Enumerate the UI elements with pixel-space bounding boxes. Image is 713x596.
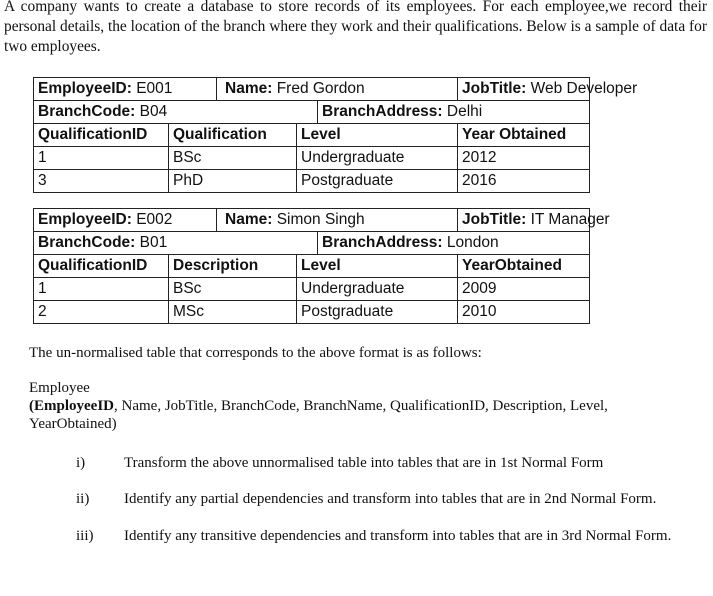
branch-code-cell: BranchCode: B01 xyxy=(34,232,318,255)
table-cell: Postgraduate xyxy=(297,301,458,324)
table-cell: 2010 xyxy=(458,301,590,324)
column-header: Level xyxy=(297,255,458,278)
question-number: i) xyxy=(76,455,86,471)
employee-id-cell: EmployeeID: E002 xyxy=(34,209,217,232)
column-header: QualificationID xyxy=(34,255,169,278)
question-number: iii) xyxy=(76,528,94,544)
table-cell: Undergraduate xyxy=(297,147,458,170)
relation-definition xyxy=(29,379,669,433)
table-cell: MSc xyxy=(169,301,297,324)
table-row xyxy=(34,301,590,324)
unnormalised-intro: The un-normalised table that corresponds to the above format is as follows: xyxy=(29,345,482,361)
table-cell: 2009 xyxy=(458,278,590,301)
question-number: ii) xyxy=(76,491,90,507)
employee-jobtitle-cell: JobTitle: Web Developer xyxy=(458,78,590,101)
table-cell: 2012 xyxy=(458,147,590,170)
table-cell: 1 xyxy=(34,147,169,170)
employee-name-cell: Name: Fred Gordon xyxy=(217,78,458,101)
table-row xyxy=(34,170,590,193)
table-cell: BSc xyxy=(169,278,297,301)
employee-id-cell: EmployeeID: E001 xyxy=(34,78,217,101)
branch-row xyxy=(34,101,590,124)
primary-key: EmployeeID xyxy=(34,398,114,414)
table-cell: 3 xyxy=(34,170,169,193)
intro-paragraph: A company wants to create a database to store records of its employees. For each employee,we record their personal details, the location of the branch where they work and their qualifications. Below is a sample of data for two employees. xyxy=(4,0,707,55)
table-cell: 2016 xyxy=(458,170,590,193)
branch-code-cell: BranchCode: B04 xyxy=(34,101,318,124)
question-text: Identify any transitive dependencies and transform into tables that are in 3rd Normal Form. xyxy=(124,528,672,544)
employee-table-e002 xyxy=(33,208,610,324)
table-cell: Postgraduate xyxy=(297,170,458,193)
table-row xyxy=(34,147,590,170)
table-cell: PhD xyxy=(169,170,297,193)
column-header: Qualification xyxy=(169,124,297,147)
column-header: QualificationID xyxy=(34,124,169,147)
employee-name-cell: Name: Simon Singh xyxy=(217,209,458,232)
branch-address-cell: BranchAddress: London xyxy=(318,232,590,255)
branch-address-cell: BranchAddress: Delhi xyxy=(318,101,590,124)
question-text: Identify any partial dependencies and transform into tables that are in 2nd Normal Form. xyxy=(124,491,657,507)
column-header: Year Obtained xyxy=(458,124,590,147)
table-cell: BSc xyxy=(169,147,297,170)
employee-header-row xyxy=(34,209,590,232)
qualification-header-row xyxy=(34,255,590,278)
question-text: Transform the above unnormalised table into tables that are in 1st Normal Form xyxy=(124,455,604,471)
column-header: Description xyxy=(169,255,297,278)
table-cell: Undergraduate xyxy=(297,278,458,301)
table-cell: 2 xyxy=(34,301,169,324)
employee-header-row xyxy=(34,78,590,101)
relation-name: Employee xyxy=(29,380,90,396)
qualification-header-row xyxy=(34,124,590,147)
table-row xyxy=(34,278,590,301)
employee-table-e001 xyxy=(33,77,638,193)
branch-row xyxy=(34,232,590,255)
table-cell: 1 xyxy=(34,278,169,301)
column-header: YearObtained xyxy=(458,255,590,278)
relation-attributes: (EmployeeID, Name, JobTitle, BranchCode, BranchName, QualificationID, Description, Level, YearObtained) xyxy=(29,398,608,432)
column-header: Level xyxy=(297,124,458,147)
employee-jobtitle-cell: JobTitle: IT Manager xyxy=(458,209,590,232)
